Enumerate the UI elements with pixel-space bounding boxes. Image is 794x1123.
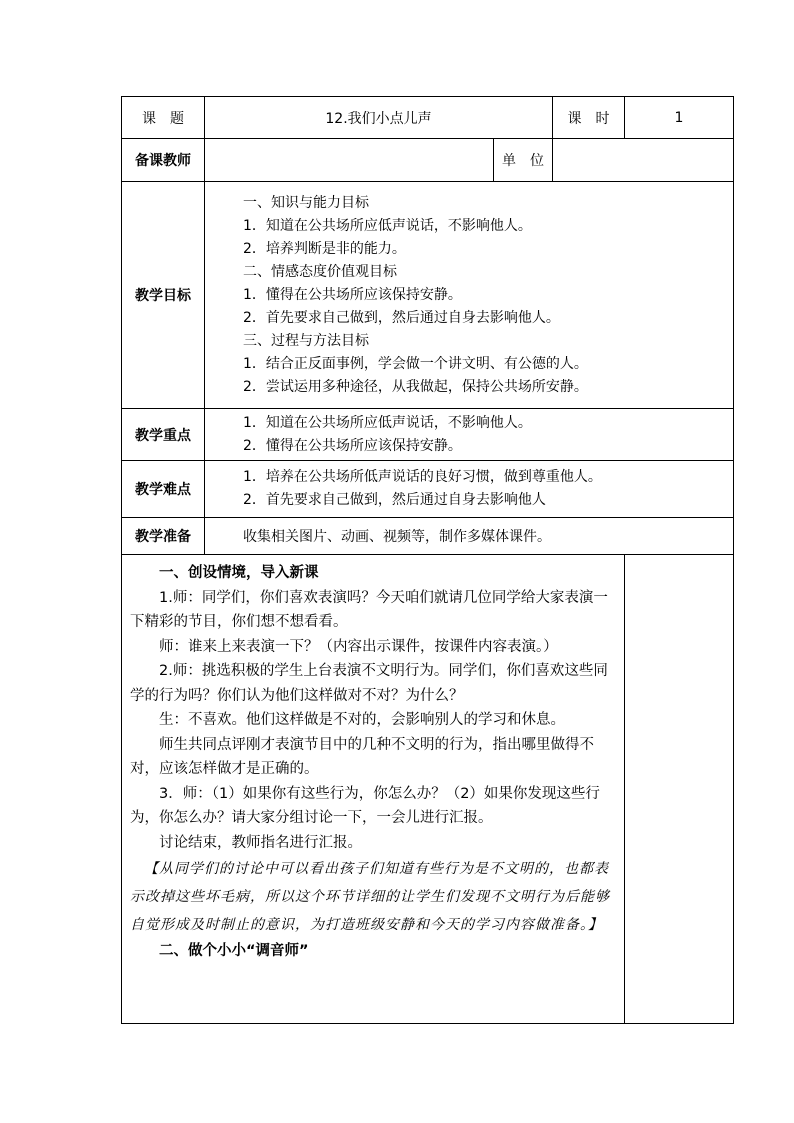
process-note: 【从同学们的讨论中可以看出孩子们知道有些行为是不文明的，也都表示改掉这些坏毛病，所以这个环节详细的让学生们发现不文明行为后能够自觉形成及时制止的意识，为打造班级安静和今天的学习内容做准备。】 [130,861,610,933]
process-paragraph: 1.师：同学们，你们喜欢表演吗？今天咱们就请几位同学给大家表演一下精彩的节目，你们想不想看看。 [130,589,608,630]
difficulty-line: 2．首先要求自己做到，然后通过自身去影响他人 [243,492,546,508]
difficulty-line: 1．培养在公共场所低声说话的良好习惯，做到尊重他人。 [243,469,602,485]
row-teacher [122,139,734,182]
lesson-plan-table [121,96,734,1024]
periods-label: 课 时 [553,97,625,139]
key-points-content [205,409,734,461]
topic-label: 课 题 [122,97,205,139]
process-side-column [625,555,734,1024]
teacher-value [205,139,494,182]
process-paragraph: 师：谁来上来表演一下？（内容出示课件，按课件内容表演。） [159,638,558,655]
row-process [122,555,734,1024]
process-paragraph: 3．师：（1）如果你有这些行为，你怎么办？（2）如果你发现这些行为，你怎么办？请大家分组讨论一下，一会儿进行汇报。 [130,785,600,826]
goals-line: 一、知识与能力目标 [243,194,369,211]
row-goals [122,182,734,409]
goals-line: 2．首先要求自己做到，然后通过自身去影响他人。 [243,309,560,326]
goals-line: 1．懂得在公共场所应该保持安静。 [243,286,462,303]
row-difficulties [122,461,734,518]
goals-line: 三、过程与方法目标 [243,332,369,349]
teacher-label: 备课教师 [122,139,205,182]
goals-line: 二、情感态度价值观目标 [243,263,397,280]
process-paragraph: 讨论结束，教师指名进行汇报。 [159,834,362,851]
goals-label: 教学目标 [122,182,205,409]
unit-label: 单 位 [494,139,553,182]
unit-value [553,139,734,182]
difficulties-content [205,461,734,518]
difficulties-label: 教学难点 [122,461,205,518]
row-key-points [122,409,734,461]
section2-title: 二、做个小小“调音师” [159,943,309,959]
preparation-label: 教学准备 [122,518,205,555]
key-point-line: 1．知道在公共场所应低声说话，不影响他人。 [243,414,532,431]
preparation-content: 收集相关图片、动画、视频等，制作多媒体课件。 [205,518,734,555]
key-point-line: 2．懂得在公共场所应该保持安静。 [243,437,462,454]
row-preparation [122,518,734,555]
process-paragraph: 生：不喜欢。他们这样做是不对的，会影响别人的学习和休息。 [159,712,565,728]
goals-content [205,182,734,409]
key-points-label: 教学重点 [122,409,205,461]
section1-title: 一、创设情境，导入新课 [159,565,319,581]
goals-line: 2．尝试运用多种途径，从我做起，保持公共场所安静。 [243,378,588,395]
goals-line: 1．知道在公共场所应低声说话，不影响他人。 [243,217,532,234]
process-content [122,555,625,1024]
goals-line: 1．结合正反面事例，学会做一个讲文明、有公德的人。 [243,355,588,372]
row-topic [122,97,734,139]
process-paragraph: 师生共同点评刚才表演节目中的几种不文明的行为，指出哪里做得不对，应该怎样做才是正确的。 [130,736,594,777]
topic-value: 12.我们小点儿声 [205,97,553,139]
goals-line: 2．培养判断是非的能力。 [243,240,406,257]
process-paragraph: 2.师：挑选积极的学生上台表演不文明行为。同学们，你们喜欢这些同学的行为吗？你们认为他们这样做对不对？为什么？ [130,663,608,704]
periods-value: 1 [625,97,734,139]
